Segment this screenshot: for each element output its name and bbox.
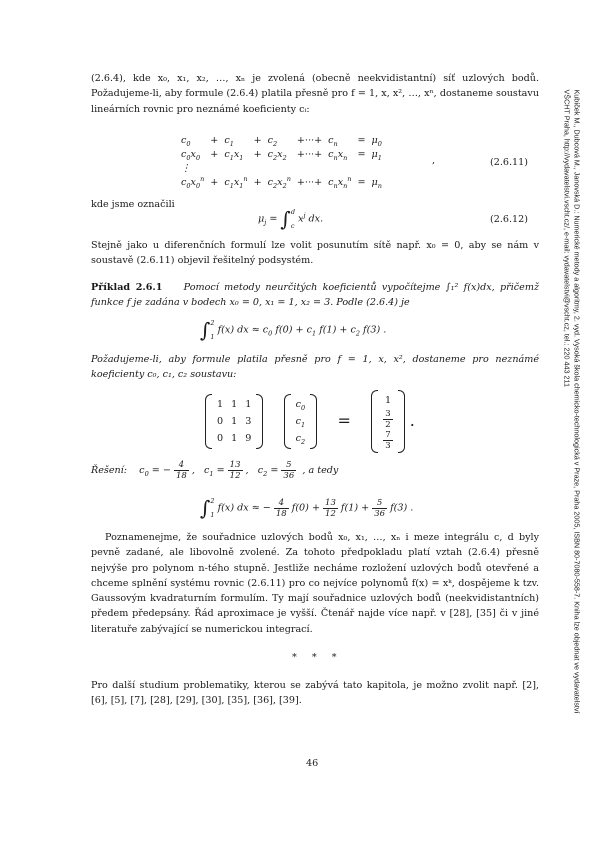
unknowns-vector: $c_0$ $c_1$ $c_2$: [284, 394, 318, 449]
solution-line: Řešení: $c_0$ = − $\frac{4}{18}$ , $c_1$ = $\frac{13}{12}$ , $c_2$ = $\frac{5}{36}$ , a tedy: [91, 460, 339, 481]
section-separator: * * *: [292, 652, 343, 663]
example-block: [91, 280, 539, 311]
example-formula: ∫ 2 1 f(x) dx ≈ $c_0$ $f(0) + c_1$ $f(1) + c_2$ f(3) .: [200, 318, 387, 342]
example-text: Pomocí metody neurčitých koeficientů vypočítejme ∫₁² f(x)dx, přičemž funkce f je zadána v bodech x₀ = 0, x₁ = 1, x₂ = 3. Podle (2.6.4) je: [91, 282, 539, 309]
side-note: Kubíček M., Dubcová M., Janovská D.: Numerické metody a algoritmy, 2. vyd. Vysoká škola chemicko-technologická v Praze, Praha 2005, ISBN 80-7080-558-7. Kniha lze objednat ve vydavatelství VŠCHT Praha, http://vydavatelstvi.vscht.cz/, e-mail: vydavatelstvi@vscht.cz, tel.: 220 443 211: [563, 89, 582, 714]
paragraph-4: Pro další studium problematiky, kterou se zabývá tato kapitola, je možno zvolit např. [2], [6], [5], [7], [28], [29], [30], [35], [36], [39].: [91, 680, 539, 707]
solution-formula: ∫ 2 1 f(x) dx ≈ − $\frac{4}{18}$ f(0) + $\frac{13}{12}$ f(1) + $\frac{5}{36}$ f(3) .: [200, 496, 414, 520]
coefficient-matrix: 1 1 1 0 1 3 0 1 9: [205, 394, 263, 449]
equation-number-2612: (2.6.12): [490, 214, 529, 225]
kde-jsme-text: kde jsme označili: [91, 199, 175, 210]
example-text-2: Požadujeme-li, aby formule platila přesně pro f = 1, x, x², dostaneme pro neznámé koeficienty c₀, c₁, c₂ soustavu:: [91, 354, 539, 381]
tedy-text: , a tedy: [302, 465, 339, 476]
rhs-vector: 1 $\frac{3}{2}$ $\frac{7}{3}$: [371, 390, 404, 453]
paragraph-3: Poznamenejme, že souřadnice uzlových bodů x₀, x₁, …, xₙ i meze integrálu c, d byly pevně zadané, ale libovolně zvolené. Za tohoto předpokladu platí vztah (2.6.4) přesně nejvýše pro polynom n-tého stupně. Jestliže necháme rozložení uzlových bodů otevřené a chceme splnění systému rovnic (2.6.11) pro co nejvíce polynomů f(x) = xᵏ, dospějeme k tzv. Gaussovým kvadraturním formulím. Ty mají souřadnice uzlových bodů (neekvidistantních) předem předepsány. Řád aproximace je vyšší. Čtenář najde více např. v [28], [35] či v jiné literatuře zabývající se numerickou integrací.: [91, 532, 539, 635]
equation-number-2611: (2.6.11): [490, 157, 529, 168]
solution-label: Řešení:: [91, 465, 127, 476]
system-comma: ,: [432, 155, 436, 166]
equation-system-2611: $c_0$ + $c_1$ + $c_2$ +···+ $c_n$ = $\mu_0$ $c_0x_0$ + $c_1x_1$ + $c_2x_2$ +···+ $c_nx_n$ = $\mu_1$ ⋮ $c_0x_0^n$ + $c_1x_1^n$ + $c_2x_2^n$ +···+ $c_nx_n^n$ = $\mu_n$: [181, 134, 382, 190]
equation-2612: $\mu_j$ = ∫ d c $x^j$ dx.: [258, 207, 324, 231]
matrix-system: 1 1 1 0 1 3 0 1 9 $c_0$ $c_1$ $c_2$ = 1 $\frac{3}{2}$ $\frac{7}{3}$ .: [205, 390, 415, 453]
example-title: Příklad 2.6.1: [91, 282, 163, 293]
page-number: 46: [306, 758, 319, 769]
paragraph-1: (2.6.4), kde x₀, x₁, x₂, …, xₙ je zvolená (obecně neekvidistantní) síť uzlových bodů. Požadujeme-li, aby formule (2.6.4) platila přesně pro f = 1, x, x², …, xⁿ, dostaneme soustavu lineárních rovnic pro neznámé koeficienty cᵢ:: [91, 73, 539, 115]
paragraph-2: Stejně jako u diferenčních formulí lze volit posunutím sítě např. x₀ = 0, aby se nám v soustavě (2.6.11) objevil řešitelný podsystém.: [91, 240, 539, 267]
